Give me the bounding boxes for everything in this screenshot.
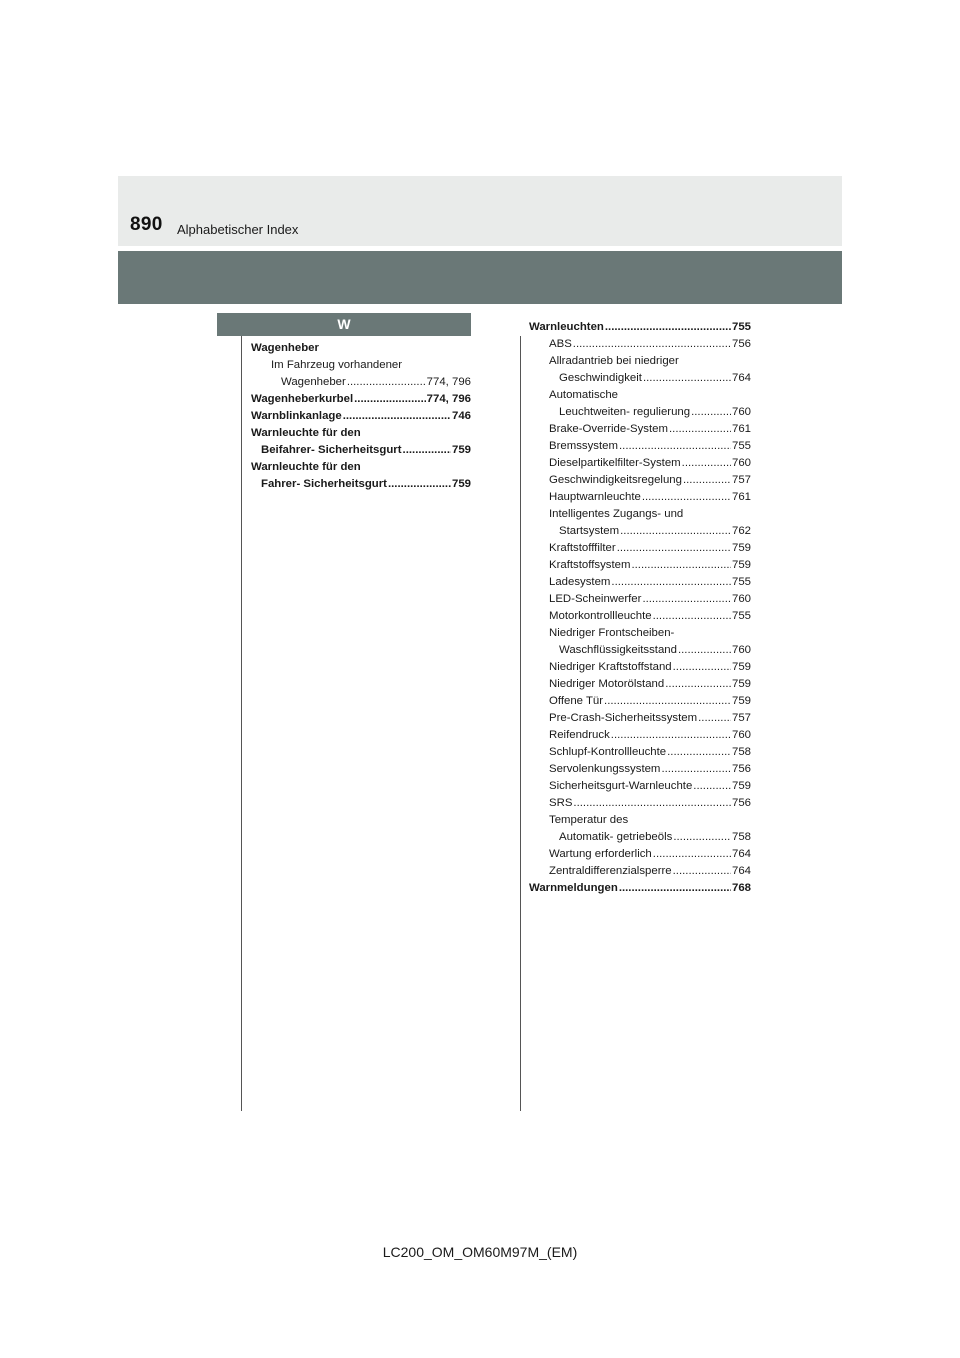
index-entry-page: 759	[731, 542, 751, 554]
index-entry-text: Hauptwarnleuchte	[549, 491, 641, 503]
index-entry	[529, 574, 751, 591]
index-entry-text: Bremssystem	[549, 440, 618, 452]
index-heading-line: Temperatur des	[549, 814, 629, 826]
dot-leader	[669, 421, 731, 438]
dot-leader	[698, 710, 731, 727]
dot-leader	[604, 693, 731, 710]
index-entry-page: 762	[731, 525, 751, 537]
index-entry-page: 768	[731, 882, 751, 894]
dot-leader	[673, 829, 731, 846]
index-entry-page: 755	[731, 440, 751, 452]
dot-leader	[682, 455, 731, 472]
index-entry	[529, 370, 751, 387]
dot-leader	[620, 523, 731, 540]
index-entry-text: Offene Tür	[549, 695, 604, 707]
index-heading-line: Niedriger Frontscheiben-	[549, 627, 675, 639]
header-dark-band	[118, 251, 842, 304]
index-entry-text: Startsystem	[559, 525, 620, 537]
index-entry	[529, 642, 751, 659]
dot-leader	[354, 391, 426, 408]
document-code: LC200_OM_OM60M97M_(EM)	[382, 1244, 578, 1260]
dot-leader	[573, 795, 731, 812]
dot-leader	[347, 374, 426, 391]
dot-leader	[673, 863, 731, 880]
index-entry-text: Schlupf-Kontrollleuchte	[549, 746, 667, 758]
index-heading-line: Intelligentes Zugangs- und	[549, 508, 684, 520]
index-entry-page: 761	[731, 423, 751, 435]
index-entry	[251, 374, 471, 391]
dot-leader	[619, 880, 731, 897]
index-entry-text: Waschflüssigkeitsstand	[559, 644, 677, 656]
dot-leader	[665, 676, 731, 693]
section-title: Alphabetischer Index	[177, 222, 299, 237]
index-entry-page: 760	[731, 729, 751, 741]
index-heading-line: Im Fahrzeug vorhandener	[271, 359, 403, 371]
index-entry-page: 758	[731, 746, 751, 758]
index-entry-page: 759	[451, 444, 471, 456]
index-entry-page: 756	[731, 797, 751, 809]
index-entry-page: 774, 796	[426, 393, 471, 405]
dot-leader	[343, 408, 451, 425]
index-entry-text: ABS	[549, 338, 572, 350]
index-column-left	[251, 340, 471, 493]
index-entry	[529, 727, 751, 744]
index-entry-text: Niedriger Motorölstand	[549, 678, 665, 690]
index-entry	[529, 319, 751, 336]
index-entry	[529, 404, 751, 421]
index-entry-page: 764	[731, 848, 751, 860]
index-entry	[529, 336, 751, 353]
index-entry-page: 759	[731, 661, 751, 673]
index-entry-page: 760	[731, 644, 751, 656]
index-entry	[529, 846, 751, 863]
index-entry	[529, 523, 751, 540]
index-entry-text: Leuchtweiten- regulierung	[559, 406, 691, 418]
index-entry	[529, 778, 751, 795]
dot-leader	[678, 642, 731, 659]
index-entry-page: 759	[731, 559, 751, 571]
dot-leader	[611, 727, 731, 744]
index-entry	[529, 608, 751, 625]
dot-leader	[673, 659, 731, 676]
index-entry-page: 764	[731, 865, 751, 877]
index-entry-text: LED-Scheinwerfer	[549, 593, 642, 605]
index-entry-text: Geschwindigkeitsregelung	[549, 474, 682, 486]
index-entry	[529, 863, 751, 880]
index-entry-text: Reifendruck	[549, 729, 610, 741]
dot-leader	[605, 319, 731, 336]
index-entry-text: Wagenheberkurbel	[251, 393, 354, 405]
index-entry-page: 760	[731, 406, 751, 418]
index-entry-page: 760	[731, 593, 751, 605]
index-entry	[529, 676, 751, 693]
index-column-right	[529, 319, 751, 897]
index-entry-text: Wartung erforderlich	[549, 848, 652, 860]
dot-leader	[653, 608, 731, 625]
index-heading-line: Automatische	[549, 389, 619, 401]
dot-leader	[653, 846, 731, 863]
dot-leader	[617, 540, 731, 557]
index-entry-text: Wagenheber	[281, 376, 346, 388]
dot-leader	[388, 476, 451, 493]
index-entry	[251, 442, 471, 459]
index-entry	[529, 829, 751, 846]
index-entry-page: 759	[451, 478, 471, 490]
index-entry	[529, 557, 751, 574]
index-entry-text: Warnblinkanlage	[251, 410, 342, 422]
dot-leader	[642, 591, 731, 608]
index-heading-line: Warnleuchte für den	[251, 427, 361, 439]
index-entry	[529, 455, 751, 472]
dot-leader	[683, 472, 731, 489]
index-entry-page: 761	[731, 491, 751, 503]
index-entry	[529, 744, 751, 761]
index-entry-page: 759	[731, 695, 751, 707]
index-entry-page: 759	[731, 678, 751, 690]
index-entry	[251, 408, 471, 425]
index-entry-page: 755	[731, 321, 751, 333]
index-entry-text: Warnmeldungen	[529, 882, 618, 894]
index-entry	[529, 795, 751, 812]
index-entry-text: Automatik- getriebeöls	[559, 831, 673, 843]
index-entry-text: Pre-Crash-Sicherheitssystem	[549, 712, 698, 724]
index-entry-page: 746	[451, 410, 471, 422]
index-entry	[529, 710, 751, 727]
index-entry	[529, 438, 751, 455]
index-entry-page: 756	[731, 763, 751, 775]
index-entry-page: 757	[731, 712, 751, 724]
index-entry-page: 756	[731, 338, 751, 350]
index-entry	[529, 540, 751, 557]
dot-leader	[619, 438, 731, 455]
index-entry-text: Servolenkungssystem	[549, 763, 661, 775]
index-heading-line: Wagenheber	[251, 342, 319, 354]
dot-leader	[661, 761, 731, 778]
middle-column-rule	[520, 336, 521, 1111]
dot-leader	[667, 744, 731, 761]
dot-leader	[642, 489, 731, 506]
index-entry-page: 757	[731, 474, 751, 486]
index-entry	[529, 591, 751, 608]
dot-leader	[693, 778, 731, 795]
index-entry-page: 755	[731, 576, 751, 588]
index-entry-text: Kraftstoffsystem	[549, 559, 631, 571]
index-letter-heading: W	[217, 313, 471, 336]
index-entry-text: Kraftstofffilter	[549, 542, 616, 554]
index-entry-text: Dieselpartikelfilter-System	[549, 457, 681, 469]
index-entry-text: Motorkontrollleuchte	[549, 610, 652, 622]
index-entry-text: Warnleuchten	[529, 321, 604, 333]
index-entry-text: SRS	[549, 797, 573, 809]
page-number: 890	[130, 214, 163, 235]
dot-leader	[643, 370, 731, 387]
index-entry	[251, 476, 471, 493]
index-entry-page: 758	[731, 831, 751, 843]
index-entry-page: 760	[731, 457, 751, 469]
index-heading-line: Warnleuchte für den	[251, 461, 361, 473]
index-entry-text: Ladesystem	[549, 576, 611, 588]
dot-leader	[631, 557, 731, 574]
dot-leader	[691, 404, 731, 421]
dot-leader	[573, 336, 731, 353]
dot-leader	[611, 574, 731, 591]
index-entry	[529, 489, 751, 506]
index-entry-text: Brake-Override-System	[549, 423, 668, 435]
index-entry	[529, 761, 751, 778]
index-entry-text: Niedriger Kraftstoffstand	[549, 661, 672, 673]
index-entry-page: 764	[731, 372, 751, 384]
index-entry-page: 774, 796	[426, 376, 471, 388]
index-entry-text: Sicherheitsgurt-Warnleuchte	[549, 780, 693, 792]
left-column-rule	[241, 336, 242, 1111]
index-entry-text: Beifahrer- Sicherheitsgurt	[261, 444, 402, 456]
index-entry-page: 755	[731, 610, 751, 622]
index-heading-line: Allradantrieb bei niedriger	[549, 355, 679, 367]
index-entry	[529, 880, 751, 897]
dot-leader	[403, 442, 451, 459]
index-entry	[529, 421, 751, 438]
index-entry	[529, 659, 751, 676]
index-entry	[529, 472, 751, 489]
index-entry-text: Fahrer- Sicherheitsgurt	[261, 478, 387, 490]
index-entry-text: Geschwindigkeit	[559, 372, 642, 384]
index-entry-page: 759	[731, 780, 751, 792]
index-entry-text: Zentraldifferenzialsperre	[549, 865, 672, 877]
index-entry	[251, 391, 471, 408]
index-entry	[529, 693, 751, 710]
